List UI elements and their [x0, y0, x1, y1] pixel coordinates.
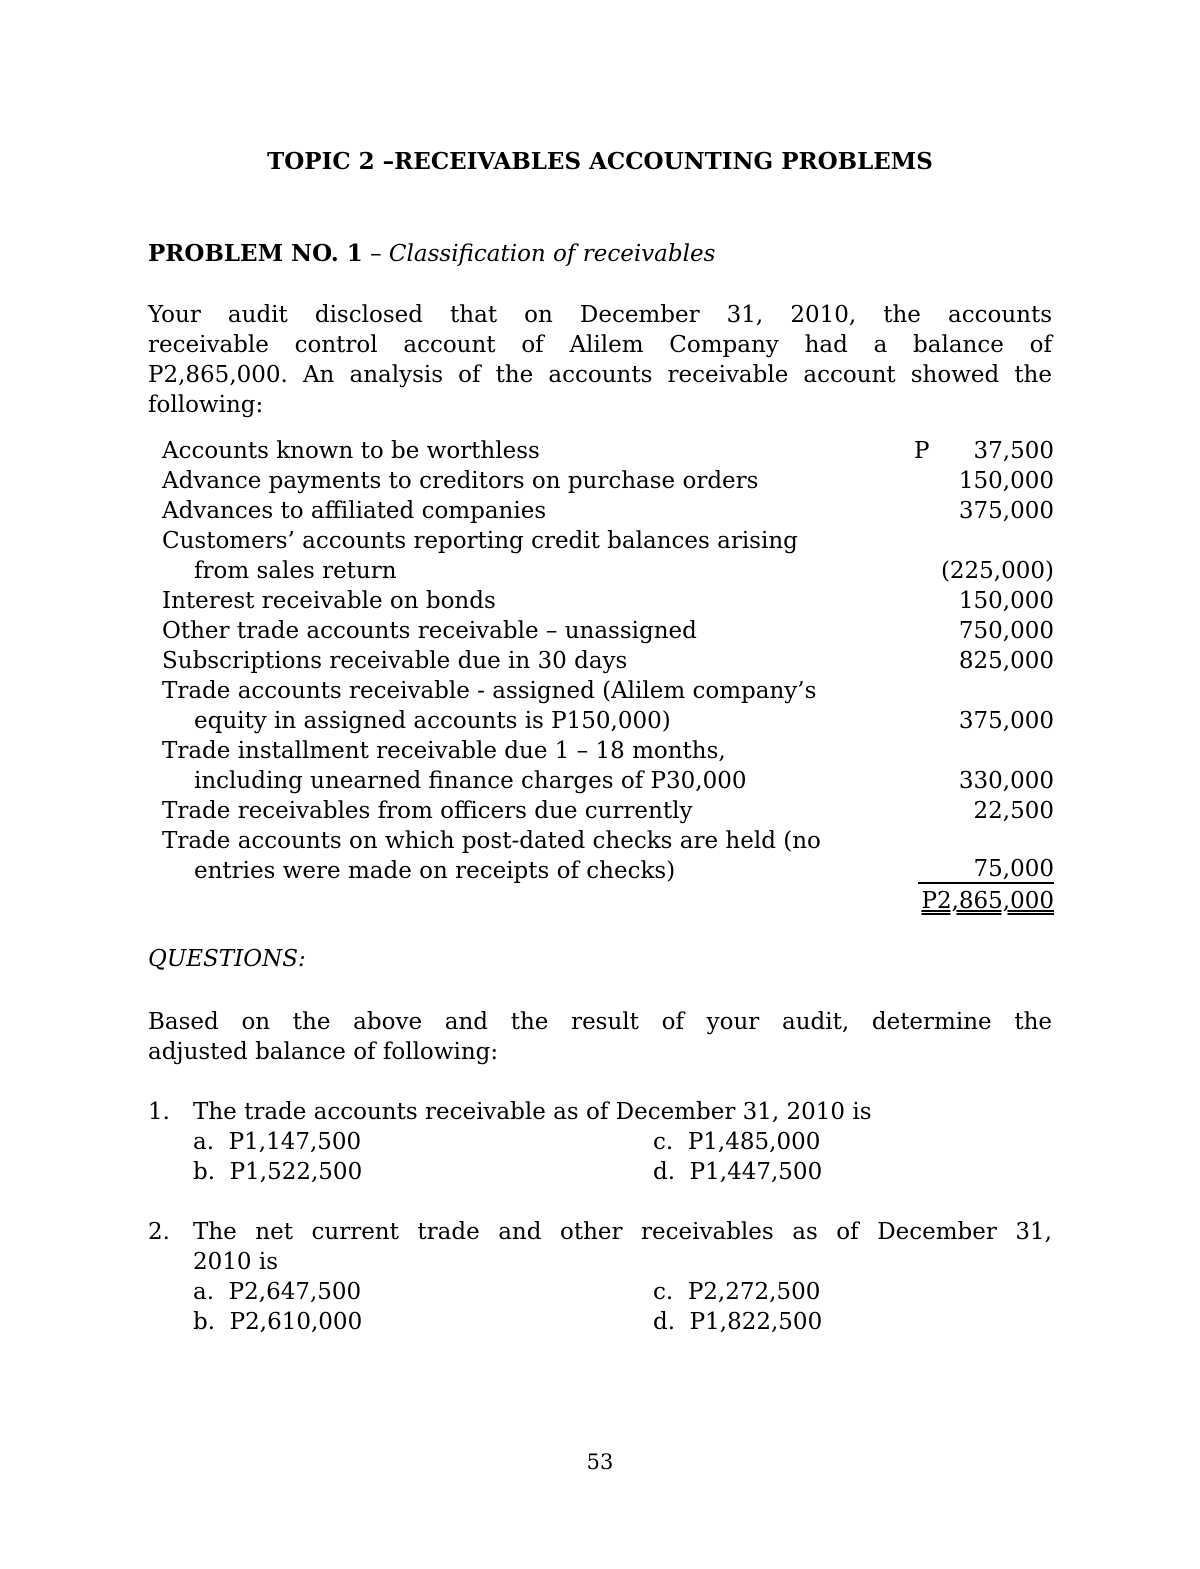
item-label: Trade accounts receivable - assigned (Alilem company’s [162, 678, 817, 704]
item-label: from sales return [194, 558, 397, 584]
table-row [162, 436, 1054, 466]
problem-label: PROBLEM NO. 1 [148, 240, 363, 267]
question-1 [148, 1097, 1052, 1187]
intro-line: following: [148, 392, 264, 418]
item-amount: 750,000 [958, 618, 1054, 644]
option-text: P1,147,500 [228, 1129, 362, 1155]
item-label: Subscriptions receivable due in 30 days [162, 648, 628, 674]
table-row [162, 586, 1054, 616]
instructions-line: adjusted balance of following: [148, 1039, 499, 1065]
table-row [162, 526, 1054, 556]
item-label: including unearned finance charges of P30,000 [194, 768, 747, 794]
option-text: P2,272,500 [687, 1279, 821, 1305]
table-row [162, 466, 1054, 496]
option-text: P1,447,500 [689, 1159, 823, 1185]
item-label: Trade receivables from officers due currently [162, 798, 693, 824]
option-text: P1,522,500 [229, 1159, 363, 1185]
question-2 [148, 1217, 1052, 1337]
answer-options [148, 1277, 1052, 1337]
instructions [148, 1007, 1052, 1067]
table-row [162, 706, 1054, 736]
problem-heading [148, 240, 715, 267]
question-stem [148, 1097, 1052, 1127]
problem-subtitle: Classification of receivables [388, 241, 716, 267]
answer-options [148, 1127, 1052, 1187]
table-row [162, 826, 1054, 856]
table-row [162, 646, 1054, 676]
table-row [162, 616, 1054, 646]
item-label: Advances to affiliated companies [162, 498, 547, 524]
answer-option-a [193, 1127, 361, 1157]
item-amount: 330,000 [958, 768, 1054, 794]
item-amount: 22,500 [973, 798, 1054, 824]
item-label: Trade accounts on which post-dated checks are held (no [162, 828, 821, 854]
question-stem-line: 2010 is [193, 1249, 279, 1275]
answer-option-d [653, 1307, 822, 1337]
answer-option-b [193, 1307, 362, 1337]
table-row [162, 496, 1054, 526]
option-text: P1,822,500 [689, 1309, 823, 1335]
item-amount: 150,000 [958, 468, 1054, 494]
receivables-analysis-table [162, 436, 1054, 916]
item-label: Other trade accounts receivable – unassigned [162, 618, 697, 644]
total-amount: P2,865,000 [921, 888, 1054, 914]
item-amount: 375,000 [958, 708, 1054, 734]
currency-symbol: P [914, 438, 930, 464]
item-amount: 150,000 [958, 588, 1054, 614]
question-number: 2. [148, 1219, 170, 1245]
item-amount: 375,000 [958, 498, 1054, 524]
table-row [162, 676, 1054, 706]
table-row [162, 856, 1054, 886]
option-letter: a. [193, 1129, 215, 1155]
item-label: Customers’ accounts reporting credit balances arising [162, 528, 798, 554]
option-letter: a. [193, 1279, 215, 1305]
item-label: equity in assigned accounts is P150,000) [194, 708, 671, 734]
answer-option-d [653, 1157, 822, 1187]
item-amount: 37,500 [973, 438, 1054, 464]
intro-line: receivable control account of Alilem Company had a balance of [148, 332, 1052, 358]
option-text: P2,610,000 [229, 1309, 363, 1335]
table-row [162, 766, 1054, 796]
option-letter: c. [653, 1279, 674, 1305]
intro-line: Your audit disclosed that on December 31, 2010, the accounts [148, 302, 1052, 328]
item-amount: 75,000 [918, 856, 1054, 884]
intro-line: P2,865,000. An analysis of the accounts receivable account showed the [148, 362, 1052, 388]
item-label: entries were made on receipts of checks) [194, 858, 676, 884]
page-title: TOPIC 2 –RECEIVABLES ACCOUNTING PROBLEMS [267, 148, 933, 175]
questions-heading: QUESTIONS: [148, 946, 306, 972]
answer-option-c [653, 1127, 820, 1157]
item-label: Interest receivable on bonds [162, 588, 496, 614]
table-row [162, 736, 1054, 766]
answer-option-c [653, 1277, 820, 1307]
option-letter: b. [193, 1159, 216, 1185]
question-stem-line: The trade accounts receivable as of December 31, 2010 is [193, 1099, 872, 1125]
option-letter: b. [193, 1309, 216, 1335]
instructions-line: Based on the above and the result of your audit, determine the [148, 1009, 1052, 1035]
item-label: Trade installment receivable due 1 – 18 months, [162, 738, 726, 764]
item-amount: (225,000) [940, 558, 1054, 584]
table-row [162, 796, 1054, 826]
item-label: Advance payments to creditors on purchase orders [162, 468, 759, 494]
total-row [162, 886, 1054, 916]
page-number: 53 [586, 1450, 614, 1474]
option-letter: d. [653, 1309, 676, 1335]
problem-dash: – [362, 241, 389, 267]
problem-intro [148, 300, 1052, 420]
answer-option-b [193, 1157, 362, 1187]
answer-option-a [193, 1277, 361, 1307]
option-letter: d. [653, 1159, 676, 1185]
question-stem [148, 1217, 1052, 1277]
option-text: P1,485,000 [687, 1129, 821, 1155]
item-amount: 825,000 [958, 648, 1054, 674]
item-label: Accounts known to be worthless [162, 438, 540, 464]
option-letter: c. [653, 1129, 674, 1155]
table-row [162, 556, 1054, 586]
question-number: 1. [148, 1099, 170, 1125]
question-stem-line: The net current trade and other receivables as of December 31, [193, 1219, 1052, 1245]
option-text: P2,647,500 [228, 1279, 362, 1305]
